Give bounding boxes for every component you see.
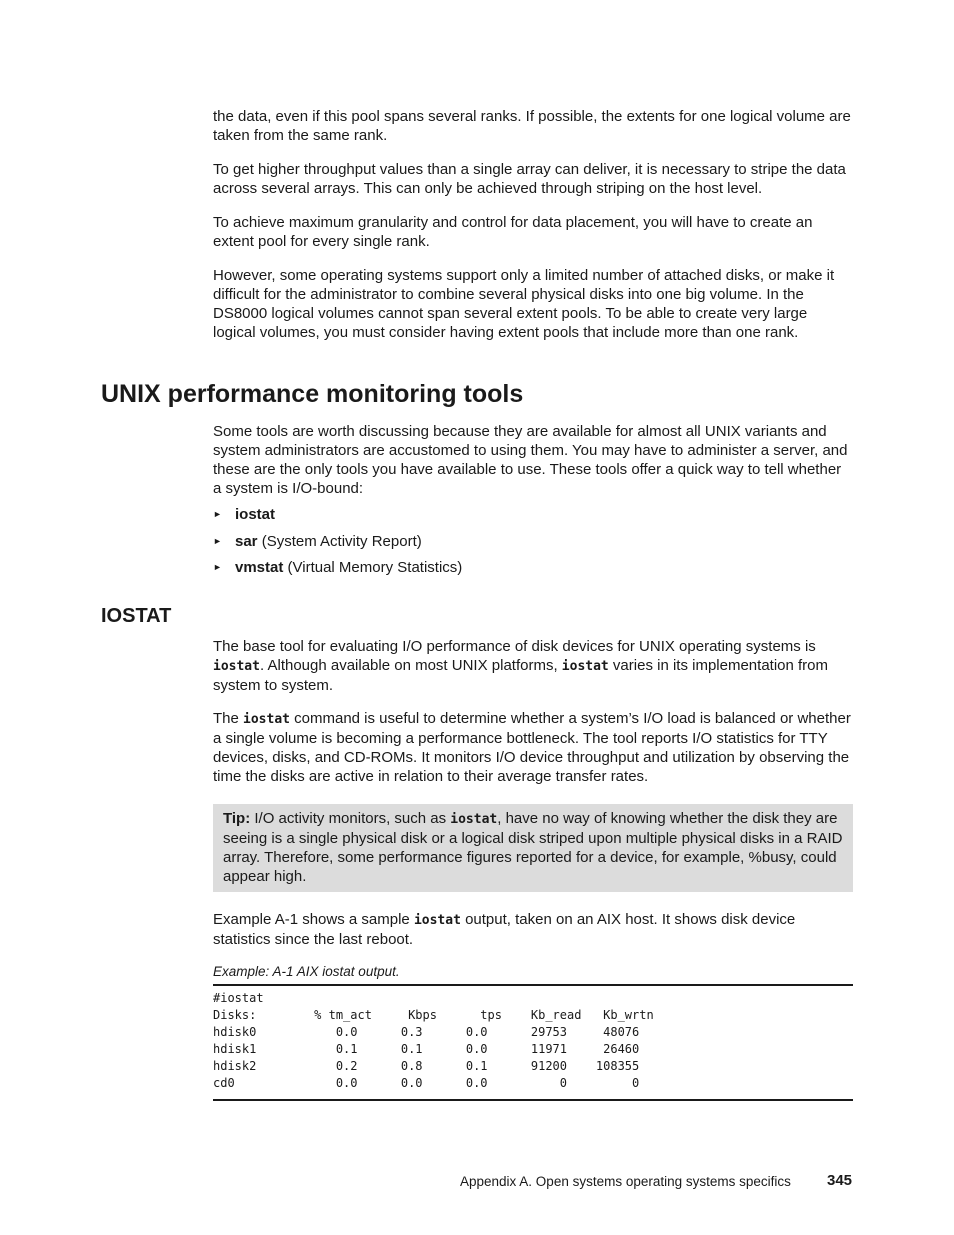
example-caption: Example: A-1 AIX iostat output. — [213, 964, 400, 979]
inline-command: iostat — [213, 659, 260, 674]
tip-box: Tip: I/O activity monitors, such as iostat, have no way of knowing whether the disk they are seeing is a single physical disk or a logical disk striped upon multiple physical disks in a RAID array. Therefore, some performance figures reported for a device, for example, %busy, could appear high. — [213, 804, 853, 892]
inline-command: iostat — [413, 913, 461, 928]
iostat-paragraph-2: The iostat command is useful to determine whether a system’s I/O load is balanced or whether a single volume is becoming a performance bottleneck. The tool reports I/O statistics for TTY devices, disks, and CD-ROMs. It monitors I/O device throughput and utilization by observing the time the disks are active in relation to their average transfer rates. — [213, 710, 851, 785]
code-bottom-rule — [213, 1099, 853, 1101]
page-number: 345 — [827, 1172, 853, 1189]
code-top-rule — [213, 984, 853, 986]
inline-command: iostat — [450, 812, 498, 827]
tip-label: Tip: — [223, 810, 251, 827]
list-item: ► vmstat (Virtual Memory Statistics) — [213, 559, 463, 576]
iostat-paragraph-1: The base tool for evaluating I/O performance of disk devices for UNIX operating systems is iostat. Although available on most UNIX platforms, iostat varies in its implementation from system to system. — [213, 638, 829, 694]
intro-paragraph-2: To get higher throughput values than a single array can deliver, it is necessary to stripe the data across several arrays. This can only be achieved through striping on the host level. — [213, 161, 846, 197]
intro-paragraph-3: To achieve maximum granularity and control for data placement, you will have to create an extent pool for every single rank. — [213, 214, 813, 250]
subsection-heading: IOSTAT — [101, 605, 172, 627]
intro-paragraph-4: However, some operating systems support only a limited number of attached disks, or make it difficult for the administrator to combine several physical disks into one big volume. In the DS8000 logical volumes cannot span several extent pools. To be able to create very large logical volumes, you must consider having extent pools that include more than one rank. — [213, 267, 835, 341]
inline-command: iostat — [243, 712, 290, 727]
section-intro-paragraph: Some tools are worth discussing because they are available for almost all UNIX variants and system administrators are accustomed to using them. You may have to administer a server, and these are the only tools you have available to use. These tools offer a quick way to tell whether a system is I/O-bound: — [213, 423, 848, 497]
list-item: ► sar (System Activity Report) — [213, 532, 422, 550]
list-item: ► iostat — [213, 506, 276, 523]
footer-text: Appendix A. Open systems operating systems specifics — [460, 1174, 791, 1189]
tool-list — [213, 505, 462, 585]
bullet-arrow-icon: ► — [213, 509, 222, 519]
bullet-arrow-icon: ► — [213, 562, 222, 572]
code-example: #iostat Disks: % tm_act Kbps tps Kb_read Kb_wrtn hdisk0 0.0 0.3 0.0 29753 48076 hdisk1 0.1 0.1 0.0 11971 26460 hdisk2 0.2 0.8 0.1 91200 108355 cd0 0.0 0.0 0.0 0 0 — [213, 991, 654, 1090]
inline-command: iostat — [561, 659, 609, 674]
bullet-arrow-icon: ► — [213, 535, 222, 546]
iostat-paragraph-3: Example A-1 shows a sample iostat output, taken on an AIX host. It shows disk device statistics since the last reboot. — [213, 911, 796, 948]
intro-paragraph-1: the data, even if this pool spans several ranks. If possible, the extents for one logical volume are taken from the same rank. — [213, 108, 851, 144]
section-heading: UNIX performance monitoring tools — [101, 380, 524, 408]
